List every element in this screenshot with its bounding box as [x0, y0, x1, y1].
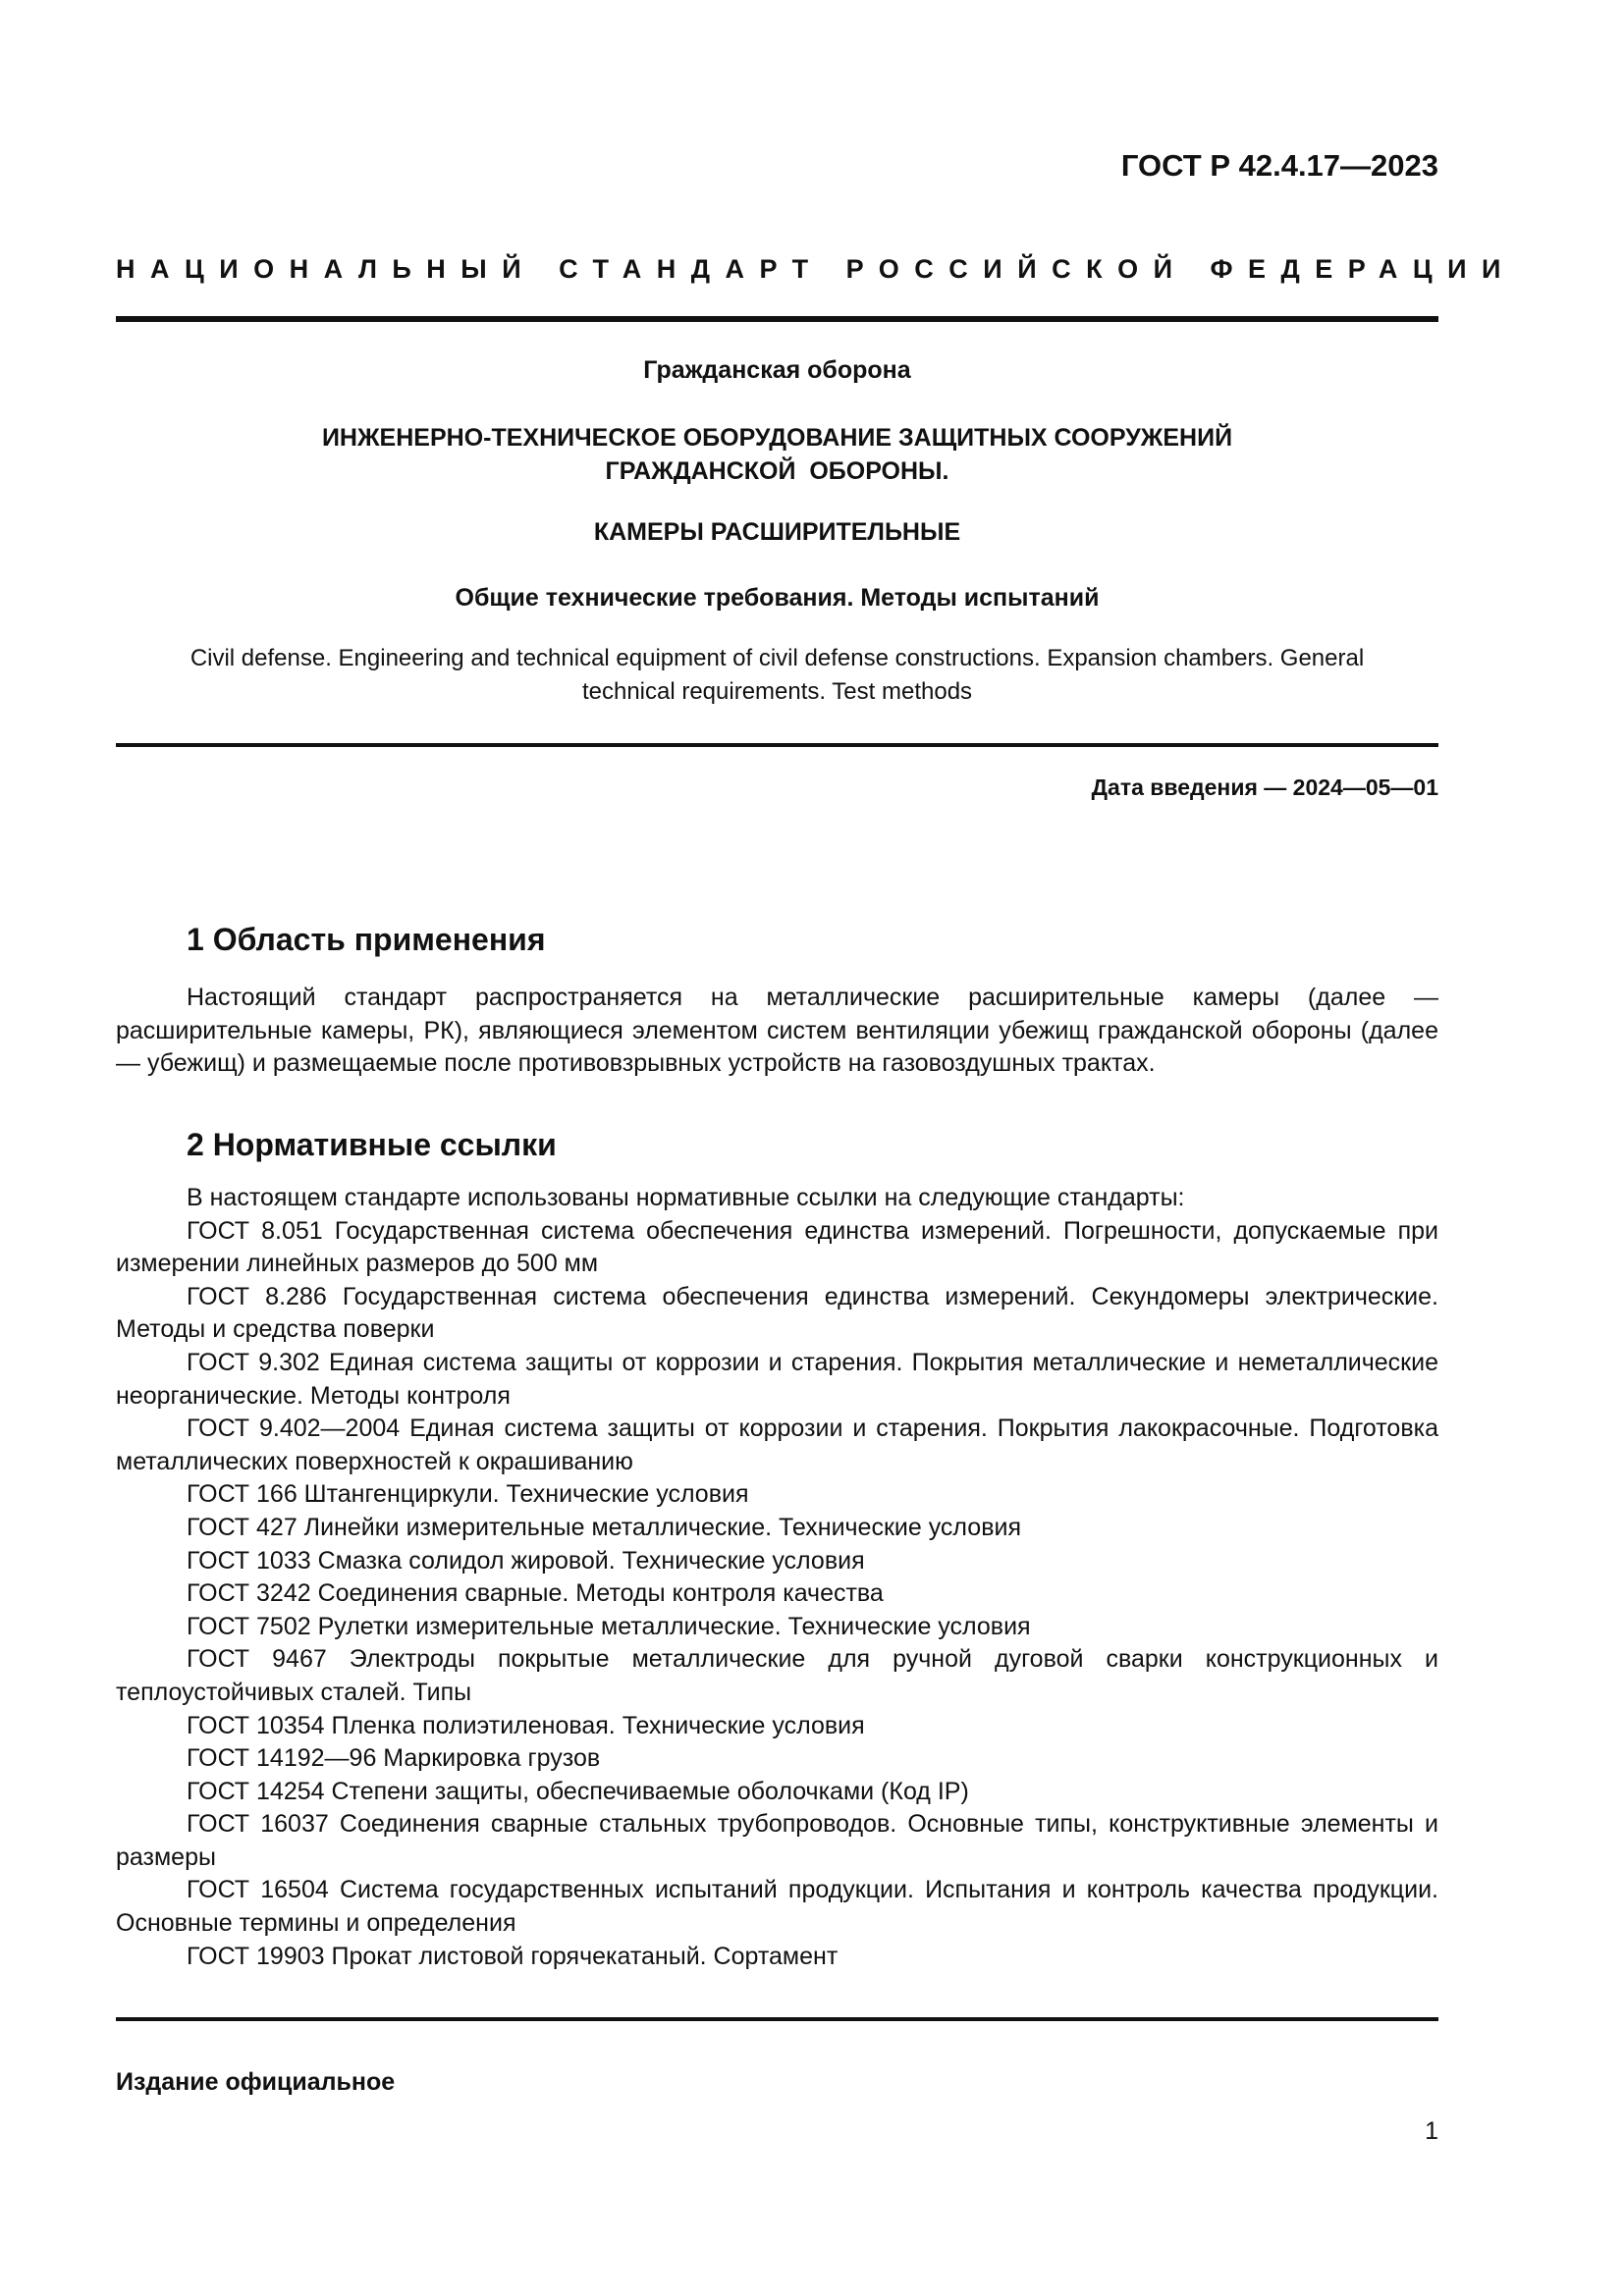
- reference-item: ГОСТ 9.402—2004 Единая система защиты от коррозии и старения. Покрытия лакокрасочные. Подготовка металлических поверхностей к окрашиванию: [116, 1415, 1438, 1475]
- reference-item: ГОСТ 166 Штангенциркули. Технические условия: [187, 1480, 749, 1509]
- reference-item: ГОСТ 10354 Пленка полиэтиленовая. Технические условия: [187, 1711, 865, 1739]
- divider: [116, 743, 1438, 747]
- document-subject: КАМЕРЫ РАСШИРИТЕЛЬНЫЕ: [593, 518, 961, 546]
- section-2-intro: В настоящем стандарте использованы нормативные ссылки на следующие стандарты:: [187, 1184, 1185, 1211]
- reference-item: ГОСТ 1033 Смазка солидол жировой. Технические условия: [187, 1546, 865, 1575]
- english-title: [116, 642, 1438, 709]
- divider: [116, 2017, 1438, 2021]
- title-line-2: ГРАЖДАНСКОЙ ОБОРОНЫ.: [605, 457, 949, 485]
- reference-item: ГОСТ 427 Линейки измерительные металлические. Технические условия: [187, 1513, 1021, 1541]
- document-number: ГОСТ Р 42.4.17—2023: [1120, 148, 1438, 183]
- english-title-line-2: technical requirements. Test methods: [581, 678, 973, 705]
- national-standard-heading: НАЦИОНАЛЬНЫЙ СТАНДАРТ РОССИЙСКОЙ ФЕДЕРАЦИИ: [116, 254, 1516, 284]
- section-1-paragraph: Настоящий стандарт распространяется на металлические расширительные камеры (далее — расширительные камеры, РК), являющиеся элементом систем вентиляции убежищ гражданской обороны (далее — убежищ) и размещаемые после противовзрывных устройств на газовоздушных трактах.: [116, 984, 1438, 1078]
- title-line-1: ИНЖЕНЕРНО-ТЕХНИЧЕСКОЕ ОБОРУДОВАНИЕ ЗАЩИТНЫХ СООРУЖЕНИЙ: [321, 424, 1233, 452]
- section-1-body: [116, 982, 1438, 1081]
- page-number: 1: [1425, 2117, 1438, 2145]
- reference-item: ГОСТ 7502 Рулетки измерительные металлические. Технические условия: [187, 1612, 1031, 1640]
- reference-item: ГОСТ 14192—96 Маркировка грузов: [187, 1744, 601, 1773]
- document-category: Гражданская оборона: [643, 356, 911, 384]
- english-title-line-1: Civil defense. Engineering and technical equipment of civil defense constructions. Expansion chambers. General: [189, 645, 1365, 671]
- reference-item: ГОСТ 3242 Соединения сварные. Методы контроля качества: [187, 1579, 884, 1608]
- divider: [116, 316, 1438, 322]
- official-edition-label: Издание официальное: [116, 2068, 396, 2096]
- reference-item: ГОСТ 8.286 Государственная система обеспечения единства измерений. Секундомеры электрические. Методы и средства поверки: [116, 1282, 1438, 1344]
- document-title: [116, 421, 1438, 488]
- reference-item: ГОСТ 9467 Электроды покрытые металлические для ручной дуговой сварки конструкционных и теплоустойчивых сталей. Типы: [116, 1645, 1438, 1706]
- document-subtitle: Общие технические требования. Методы испытаний: [455, 584, 1100, 612]
- section-1-title: 1 Область применения: [187, 922, 546, 957]
- reference-item: ГОСТ 19903 Прокат листовой горячекатаный. Сортамент: [187, 1942, 839, 1970]
- reference-item: ГОСТ 16037 Соединения сварные стальных трубопроводов. Основные типы, конструктивные элементы и размеры: [116, 1810, 1438, 1871]
- reference-item: ГОСТ 16504 Система государственных испытаний продукции. Испытания и контроль качества продукции. Основные термины и определения: [116, 1876, 1438, 1938]
- section-2-title: 2 Нормативные ссылки: [187, 1127, 557, 1162]
- reference-item: ГОСТ 14254 Степени защиты, обеспечиваемые оболочками (Код IP): [187, 1777, 969, 1805]
- reference-item: ГОСТ 9.302 Единая система защиты от коррозии и старения. Покрытия металлические и неметаллические неорганические. Методы контроля: [116, 1348, 1438, 1410]
- section-2-body: [116, 1182, 1438, 1973]
- introduction-date: Дата введения — 2024—05—01: [1091, 774, 1438, 800]
- reference-item: ГОСТ 8.051 Государственная система обеспечения единства измерений. Погрешности, допускаемые при измерении линейных размеров до 500 мм: [116, 1216, 1438, 1278]
